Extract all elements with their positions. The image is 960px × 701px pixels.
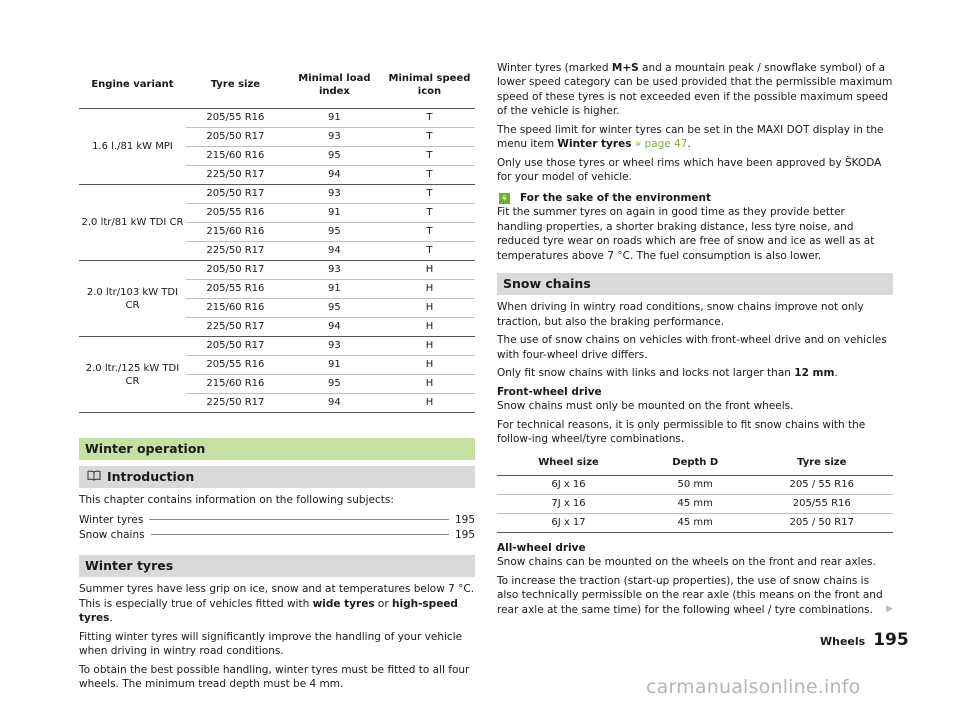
load-index-cell: 91: [285, 204, 384, 223]
environment-title: For the sake of the environment: [520, 191, 712, 204]
tyre-size-cell: 215/60 R16: [186, 299, 285, 318]
page-number: 195: [873, 630, 909, 650]
book-icon: [87, 469, 101, 485]
all-wheel-drive-text: Snow chains can be mounted on the wheels on the front and rear axles.: [497, 556, 876, 569]
tyre-size-cell: 205 / 50 R17: [750, 513, 893, 532]
load-index-cell: 94: [285, 394, 384, 413]
wheel-table-header: [497, 453, 893, 476]
snow-chains-paragraph-2: The use of snow chains on vehicles with front-wheel drive and on vehicles with four-wheel drive differs.: [497, 334, 887, 361]
tyre-size-cell: 205/50 R17: [186, 337, 285, 356]
engine-variant-cell: 2.0 ltr/103 kW TDI CR: [79, 261, 186, 337]
tyre-size-cell: 225/50 R17: [186, 318, 285, 337]
tyre-size-cell: 205/55 R16: [186, 356, 285, 375]
all-wheel-drive-title: All-wheel drive: [497, 541, 586, 554]
speed-icon-cell: T: [384, 166, 475, 185]
wheel-tyre-table: [497, 453, 893, 533]
speed-icon-cell: H: [384, 375, 475, 394]
toc-page: 195: [454, 529, 475, 542]
tyre-table-header: [79, 63, 475, 109]
watermark: carmanualsonline.info: [646, 676, 861, 698]
winter-tyres-marking-paragraph: Winter tyres (marked M+S and a mountain peak / snowflake symbol) of a lower speed category can be used provided that the permissible maximum speed of these tyres is not exceeded even if the possible maximum speed of the vehicle is higher.: [497, 62, 893, 118]
table-row: [497, 513, 893, 532]
tyre-size-cell: 205/55 R16: [750, 494, 893, 513]
engine-variant-cell: 2.0 ltr/81 kW TDI CR: [79, 185, 186, 261]
introduction-title: Introduction: [107, 469, 195, 484]
speed-icon-cell: T: [384, 147, 475, 166]
load-index-cell: 94: [285, 242, 384, 261]
table-row: [497, 475, 893, 494]
speed-limit-paragraph: The speed limit for winter tyres can be set in the MAXI DOT display in the menu item Winter tyres » page 47.: [497, 123, 884, 151]
continue-arrow-icon: ▶: [886, 603, 893, 614]
snow-chains-paragraph-3: Only fit snow chains with links and locks not larger than 12 mm.: [497, 367, 838, 380]
right-column: [497, 61, 893, 621]
environment-heading: [497, 191, 893, 205]
load-index-cell: 93: [285, 261, 384, 280]
speed-icon-cell: H: [384, 356, 475, 375]
header-tyre-size: Tyre size: [186, 63, 285, 109]
toc-leader: [151, 534, 449, 535]
table-row: [497, 494, 893, 513]
toc-leader: [149, 519, 449, 520]
environment-text: Fit the summer tyres on again in good time as they provide better handling properties, a shorter braking distance, less tyre noise, and reduced tyre wear on roads which are free of snow and ice as well as at temperatures above 7 °C. The fuel consumption is also lower.: [497, 206, 875, 262]
tyre-size-cell: 205/50 R17: [186, 185, 285, 204]
page-footer: [820, 629, 909, 652]
table-row: [79, 337, 475, 356]
tyre-size-cell: 205 / 55 R16: [750, 475, 893, 494]
speed-icon-cell: H: [384, 280, 475, 299]
depth-cell: 45 mm: [640, 513, 751, 532]
header-load-index: Minimal load index: [285, 63, 384, 109]
winter-tyres-paragraph-1: Summer tyres have less grip on ice, snow and at temperatures below 7 °C. This is especially true of vehicles fitted with wide tyres or high-speed tyres.: [79, 583, 475, 625]
speed-icon-cell: T: [384, 204, 475, 223]
tyre-size-cell: 225/50 R17: [186, 166, 285, 185]
tyre-size-cell: 215/60 R16: [186, 375, 285, 394]
snow-chains-heading: Snow chains: [497, 273, 893, 295]
intro-text: This chapter contains information on the following subjects:: [79, 494, 394, 506]
header-depth: Depth D: [640, 453, 751, 476]
table-row: [79, 109, 475, 128]
load-index-cell: 95: [285, 223, 384, 242]
toc-list: [79, 513, 475, 543]
left-column: [79, 0, 475, 696]
load-index-cell: 93: [285, 337, 384, 356]
speed-icon-cell: T: [384, 128, 475, 147]
toc-item-winter-tyres[interactable]: [79, 513, 475, 528]
tyre-size-cell: 225/50 R17: [186, 242, 285, 261]
speed-icon-cell: T: [384, 185, 475, 204]
winter-tyres-paragraph-2: Fitting winter tyres will significantly improve the handling of your vehicle when driving in wintry road conditions.: [79, 630, 463, 658]
load-index-cell: 93: [285, 128, 384, 147]
winter-tyres-heading: Winter tyres: [79, 555, 475, 577]
speed-icon-cell: H: [384, 337, 475, 356]
table-row: [79, 261, 475, 280]
introduction-heading: [79, 466, 475, 488]
environment-icon: ⚘: [500, 193, 509, 203]
tyre-size-cell: 205/55 R16: [186, 280, 285, 299]
tyre-size-cell: 205/55 R16: [186, 109, 285, 128]
speed-icon-cell: T: [384, 109, 475, 128]
load-index-cell: 93: [285, 185, 384, 204]
load-index-cell: 94: [285, 166, 384, 185]
speed-icon-cell: H: [384, 318, 475, 337]
wheel-size-cell: 6J x 16: [497, 475, 640, 494]
load-index-cell: 95: [285, 147, 384, 166]
engine-variant-cell: 2.0 ltr./125 kW TDI CR: [79, 337, 186, 413]
winter-tyres-paragraph-3: To obtain the best possible handling, winter tyres must be fitted to all four wheels. The minimum tread depth must be 4 mm.: [79, 663, 470, 691]
wheel-size-cell: 7J x 16: [497, 494, 640, 513]
header-engine-variant: Engine variant: [79, 63, 186, 109]
approved-tyres-paragraph: Only use those tyres or wheel rims which have been approved by ŠKODA for your model of vehicle.: [497, 156, 882, 184]
depth-cell: 50 mm: [640, 475, 751, 494]
speed-icon-cell: T: [384, 242, 475, 261]
toc-page: 195: [454, 514, 475, 527]
speed-icon-cell: H: [384, 261, 475, 280]
depth-cell: 45 mm: [640, 494, 751, 513]
front-wheel-drive-title: Front-wheel drive: [497, 385, 602, 398]
section-name: Wheels: [820, 635, 866, 648]
toc-label: Winter tyres: [79, 514, 144, 527]
load-index-cell: 91: [285, 280, 384, 299]
load-index-cell: 95: [285, 299, 384, 318]
toc-label: Snow chains: [79, 529, 145, 542]
tyre-size-cell: 205/50 R17: [186, 128, 285, 147]
speed-icon-cell: T: [384, 223, 475, 242]
header-wheel-size: Wheel size: [497, 453, 640, 476]
engine-variant-cell: 1.6 l./81 kW MPI: [79, 109, 186, 185]
tyre-size-cell: 225/50 R17: [186, 394, 285, 413]
wheel-size-cell: 6J x 17: [497, 513, 640, 532]
load-index-cell: 91: [285, 356, 384, 375]
tyre-size-cell: 215/60 R16: [186, 147, 285, 166]
front-wheel-drive-text-2: For technical reasons, it is only permissible to fit snow chains with the follow-ing wheel/tyre combinations.: [497, 418, 866, 446]
page-link[interactable]: » page 47: [631, 138, 688, 151]
tyre-size-cell: 215/60 R16: [186, 223, 285, 242]
toc-item-snow-chains[interactable]: [79, 528, 475, 543]
speed-icon-cell: H: [384, 394, 475, 413]
load-index-cell: 94: [285, 318, 384, 337]
tyre-table: [79, 63, 475, 413]
wheel-table-body: [497, 475, 893, 532]
table-row: [79, 185, 475, 204]
front-wheel-drive-text: Snow chains must only be mounted on the front wheels.: [497, 400, 794, 413]
tyre-table-body: [79, 109, 475, 413]
speed-icon-cell: H: [384, 299, 475, 318]
header-tyre-size: Tyre size: [750, 453, 893, 476]
header-speed-icon: Minimal speed icon: [384, 63, 475, 109]
load-index-cell: 91: [285, 109, 384, 128]
all-wheel-drive-text-2: To increase the traction (start-up properties), the use of snow chains is also technically permissible on the rear axle (this means on the front and rear axle at the same time) for the following wheel / tyre combinations. ▶: [497, 574, 893, 616]
tyre-size-cell: 205/50 R17: [186, 261, 285, 280]
winter-operation-heading: Winter operation: [79, 438, 475, 460]
snow-chains-paragraph-1: When driving in wintry road conditions, snow chains improve not only traction, but also the braking performance.: [497, 301, 864, 328]
tyre-size-cell: 205/55 R16: [186, 204, 285, 223]
load-index-cell: 95: [285, 375, 384, 394]
